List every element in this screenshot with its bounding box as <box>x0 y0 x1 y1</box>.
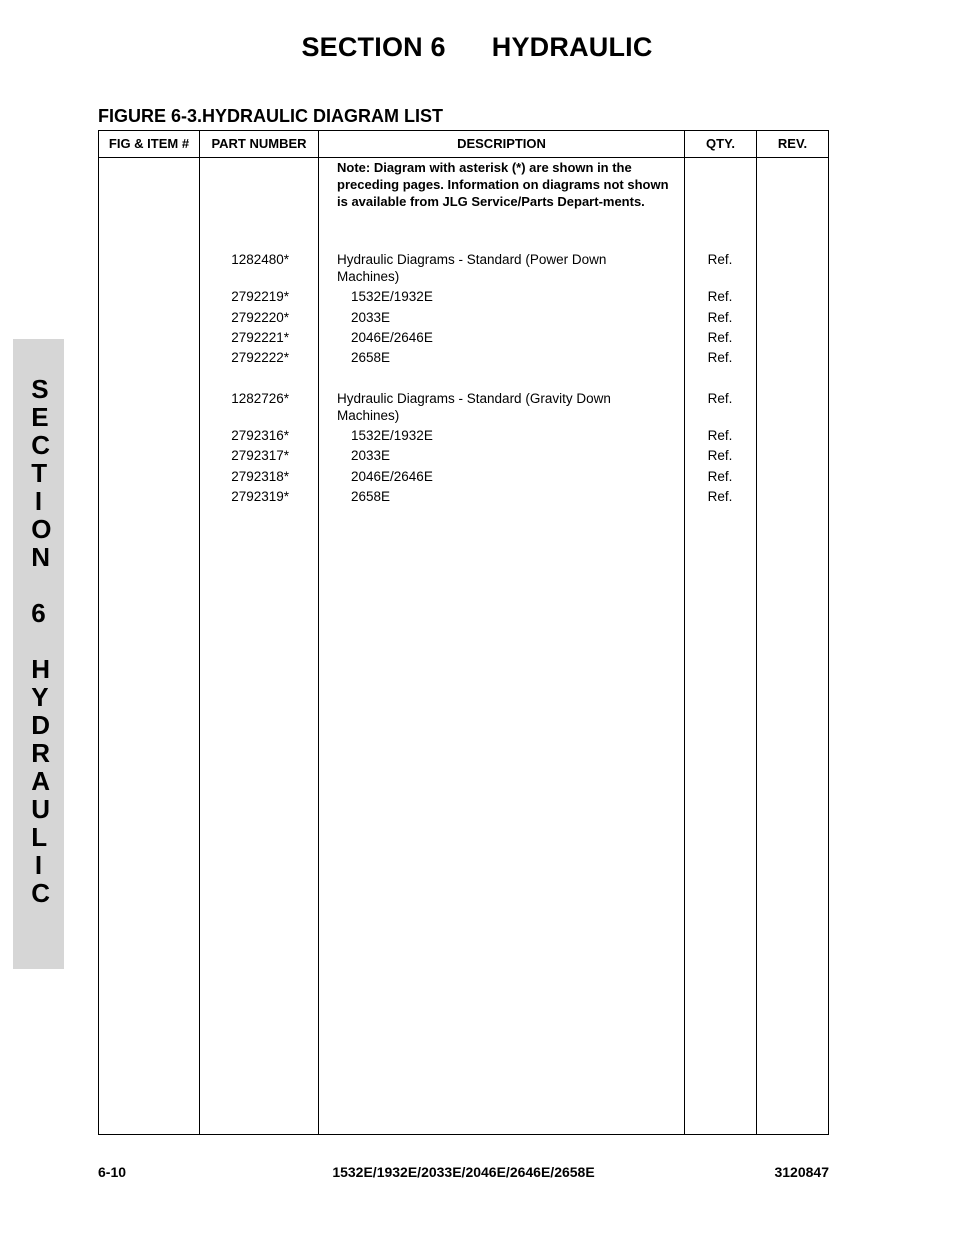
part-number: 1282480* <box>231 252 289 267</box>
page-header <box>0 32 954 63</box>
description: 1532E/1932E <box>351 289 433 304</box>
figure-title: FIGURE 6-3.HYDRAULIC DIAGRAM LIST <box>98 106 444 126</box>
col-header-qty: QTY. <box>706 136 735 151</box>
quantity: Ref. <box>707 448 733 463</box>
column-divider <box>199 131 200 1134</box>
column-divider <box>756 131 757 1134</box>
quantity: Ref. <box>707 489 733 504</box>
quantity: Ref. <box>707 350 733 365</box>
col-header-rev: REV. <box>777 136 808 151</box>
side-tab-word-hydraulic: HYDRAULIC <box>31 654 51 908</box>
quantity: Ref. <box>707 391 733 406</box>
quantity: Ref. <box>707 469 733 484</box>
document-number: 3120847 <box>774 1164 829 1180</box>
model-list: 1532E/1932E/2033E/2046E/2646E/2658E <box>332 1164 595 1180</box>
description: Hydraulic Diagrams - Standard (Gravity Down Machines) <box>337 391 611 423</box>
part-number: 2792219* <box>231 289 289 304</box>
side-tab-number: 6 <box>31 598 46 628</box>
page-footer <box>98 1164 829 1184</box>
description: 2046E/2646E <box>351 330 433 345</box>
section-label: SECTION 6 <box>301 32 446 62</box>
description: 2658E <box>351 350 391 365</box>
quantity: Ref. <box>707 330 733 345</box>
section-title: HYDRAULIC <box>491 32 653 62</box>
quantity: Ref. <box>707 310 733 325</box>
header-divider <box>99 157 828 158</box>
parts-table <box>98 130 829 1135</box>
page-number: 6-10 <box>98 1164 127 1180</box>
column-divider <box>318 131 319 1134</box>
col-header-description: DESCRIPTION <box>457 136 546 151</box>
description: Hydraulic Diagrams - Standard (Power Down Machines) <box>337 252 607 284</box>
part-number: 2792220* <box>231 310 289 325</box>
side-tab-letters <box>13 375 64 907</box>
quantity: Ref. <box>707 289 733 304</box>
part-number: 2792221* <box>231 330 289 345</box>
part-number: 1282726* <box>231 391 289 406</box>
part-number: 2792222* <box>231 350 289 365</box>
part-number: 2792319* <box>231 489 289 504</box>
quantity: Ref. <box>707 252 733 267</box>
description: 2033E <box>351 310 391 325</box>
description: 1532E/1932E <box>351 428 433 443</box>
part-number: 2792316* <box>231 428 289 443</box>
description: 2658E <box>351 489 391 504</box>
side-tab-word-section: SECTION <box>31 374 52 572</box>
section-side-tab <box>13 339 64 969</box>
part-number: 2792318* <box>231 469 289 484</box>
col-header-fig-item: FIG & ITEM # <box>108 136 190 151</box>
table-note: Note: Diagram with asterisk (*) are shown in the preceding pages. Information on diagrams not shown is available from JLG Service/Parts Depart-ments. <box>337 160 669 209</box>
col-header-part-number: PART NUMBER <box>211 136 307 151</box>
part-number: 2792317* <box>231 448 289 463</box>
column-divider <box>684 131 685 1134</box>
quantity: Ref. <box>707 428 733 443</box>
description: 2033E <box>351 448 391 463</box>
description: 2046E/2646E <box>351 469 433 484</box>
